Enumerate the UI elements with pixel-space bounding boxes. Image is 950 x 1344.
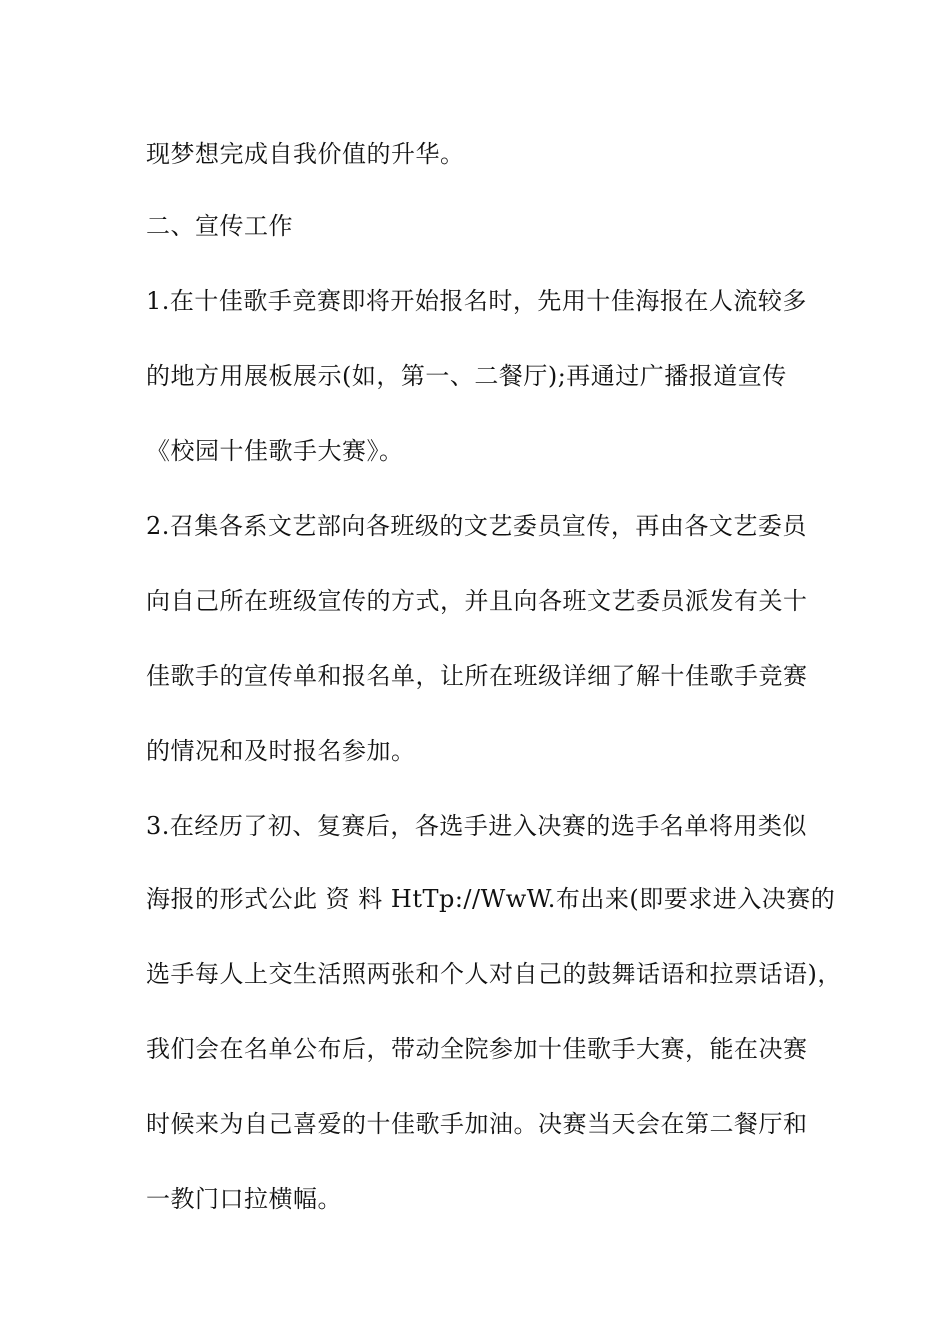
- text-line-13: 我们会在名单公布后，带动全院参加十佳歌手大赛，能在决赛: [146, 1035, 808, 1063]
- section-heading: 二、宣传工作: [146, 212, 293, 240]
- text-line-5: 《校园十佳歌手大赛》。: [146, 437, 404, 465]
- text-line-14: 时候来为自己喜爱的十佳歌手加油。决赛当天会在第二餐厅和: [146, 1110, 808, 1138]
- text-line-12: 选手每人上交生活照两张和个人对自己的鼓舞话语和拉票话语)，: [146, 960, 842, 988]
- text-line-4: 的地方用展板展示(如，第一、二餐厅);再通过广播报道宣传: [146, 362, 787, 390]
- text-line-10: 3.在经历了初、复赛后，各选手进入决赛的选手名单将用类似: [146, 812, 807, 840]
- text-line-11: 海报的形式公此 资 料 HtTp://WwW.布出来(即要求进入决赛的: [146, 885, 836, 913]
- text-line-6: 2.召集各系文艺部向各班级的文艺委员宣传，再由各文艺委员: [146, 512, 807, 540]
- text-line-3: 1.在十佳歌手竞赛即将开始报名时，先用十佳海报在人流较多: [146, 287, 807, 315]
- text-line-7: 向自己所在班级宣传的方式，并且向各班文艺委员派发有关十: [146, 587, 808, 615]
- text-line-15: 一教门口拉横幅。: [146, 1185, 342, 1213]
- text-line-1: 现梦想完成自我价值的升华。: [146, 140, 465, 168]
- text-line-8: 佳歌手的宣传单和报名单，让所在班级详细了解十佳歌手竞赛: [146, 662, 808, 690]
- text-line-9: 的情况和及时报名参加。: [146, 737, 416, 765]
